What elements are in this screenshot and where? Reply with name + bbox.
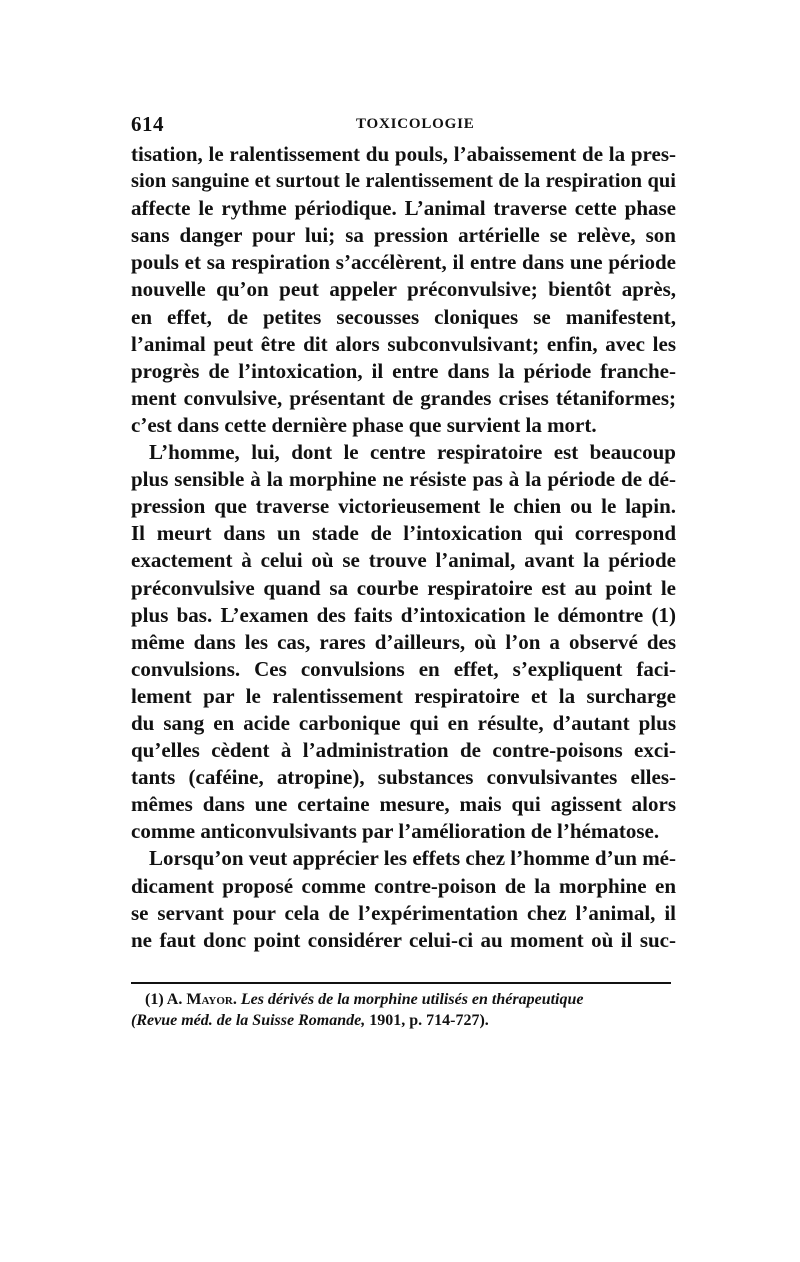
text-line: comme anticonvulsivants par l’amélioration de l’hématose. bbox=[131, 819, 660, 844]
footnote-rule bbox=[131, 982, 671, 984]
text-line: pression que traverse victorieusement le chien ou le lapin. bbox=[131, 494, 676, 519]
page-number: 614 bbox=[131, 112, 164, 136]
text-line: c’est dans cette dernière phase que survient la mort. bbox=[131, 412, 597, 437]
text-line: sion sanguine et surtout le ralentissement de la respiration qui bbox=[131, 170, 676, 193]
text-line: du sang en acide carbonique qui en résulte, d’autant plus bbox=[131, 710, 676, 735]
text-line: plus sensible à la morphine ne résiste pas à la période de dé- bbox=[131, 467, 676, 492]
text-line: préconvulsive quand sa courbe respiratoire est au point le bbox=[131, 575, 676, 600]
footnote bbox=[131, 989, 675, 1031]
text-line: mêmes dans une certaine mesure, mais qui agissent alors bbox=[131, 792, 676, 817]
text-line: progrès de l’intoxication, il entre dans la période franche- bbox=[131, 358, 676, 383]
text-line: l’animal peut être dit alors subconvulsivant; enfin, avec les bbox=[131, 331, 676, 356]
text-line: sans danger pour lui; sa pression artérielle se relève, son bbox=[131, 223, 676, 248]
text-line: ne faut donc point considérer celui-ci au moment où il suc- bbox=[131, 927, 676, 952]
text-line: tisation, le ralentissement du pouls, l’abaissement de la pres- bbox=[131, 142, 676, 166]
footnote-initial: A. bbox=[166, 991, 183, 1008]
text-line: L’homme, lui, dont le centre respiratoire est beaucoup bbox=[149, 440, 676, 465]
footnote-title: Les dérivés de la morphine utilisés en thérapeutique bbox=[240, 991, 584, 1008]
text-line: tants (caféine, atropine), substances convulsivantes elles- bbox=[131, 765, 676, 790]
text-line: en effet, de petites secousses cloniques se manifestent, bbox=[131, 304, 676, 329]
footnote-details: 1901, p. 714-727). bbox=[369, 1012, 489, 1029]
body-text bbox=[131, 141, 676, 954]
footnote-line bbox=[145, 989, 675, 1010]
text-line: nouvelle qu’on peut appeler préconvulsive; bientôt après, bbox=[131, 277, 676, 302]
footnote-marker: (1) bbox=[145, 991, 164, 1008]
text-line: ment convulsive, présentant de grandes crises tétaniformes; bbox=[131, 385, 676, 410]
footnote-journal: (Revue méd. de la Suisse Romande, bbox=[131, 1012, 366, 1029]
text-line: affecte le rythme périodique. L’animal traverse cette phase bbox=[131, 196, 676, 221]
page-header bbox=[131, 112, 676, 136]
text-line: qu’elles cèdent à l’administration de contre-poisons exci- bbox=[131, 738, 676, 763]
text-line: plus bas. L’examen des faits d’intoxication le démontre (1) bbox=[131, 602, 676, 627]
footnote-line bbox=[131, 1010, 675, 1031]
text-line: convulsions. Ces convulsions en effet, s’expliquent faci- bbox=[131, 656, 676, 681]
text-line: même dans les cas, rares d’ailleurs, où l’on a observé des bbox=[131, 629, 676, 654]
text-line: pouls et sa respiration s’accélèrent, il entre dans une période bbox=[131, 250, 676, 275]
running-head: TOXICOLOGIE bbox=[356, 116, 475, 132]
footnote-author: Mayor. bbox=[186, 991, 237, 1008]
text-line: exactement à celui où se trouve l’animal, avant la période bbox=[131, 548, 676, 573]
text-line: Il meurt dans un stade de l’intoxication qui correspond bbox=[131, 521, 676, 546]
text-line: lement par le ralentissement respiratoire et la surcharge bbox=[131, 683, 676, 708]
text-line: dicament proposé comme contre-poison de la morphine en bbox=[131, 873, 676, 898]
text-line: Lorsqu’on veut apprécier les effets chez l’homme d’un mé- bbox=[149, 846, 676, 871]
text-line: se servant pour cela de l’expérimentation chez l’animal, il bbox=[131, 900, 676, 925]
